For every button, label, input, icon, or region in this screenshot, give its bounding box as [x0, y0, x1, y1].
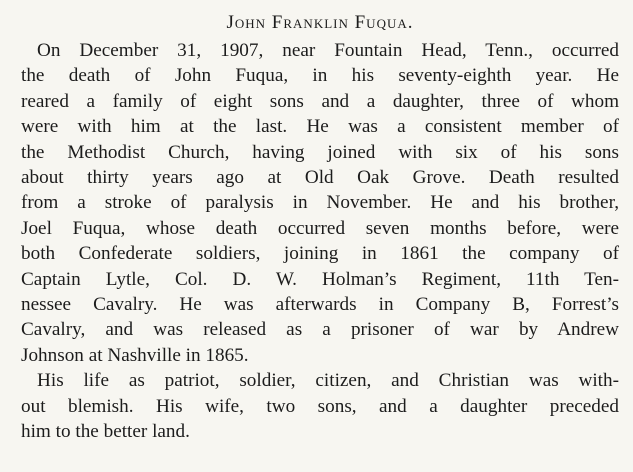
text-line: On December 31, 1907, near Fountain Head, Tenn., occurred: [37, 40, 619, 61]
text-line: about thirty years ago at Old Oak Grove. Death resulted: [21, 167, 619, 189]
text-line: Joel Fuqua, whose death occurred seven months before, were: [21, 217, 619, 239]
paragraph-1: [21, 38, 619, 368]
text-line: both Confederate soldiers, joining in 1861 the company of: [21, 243, 619, 265]
text-line: the death of John Fuqua, in his seventy-eighth year. He: [21, 65, 619, 87]
text-line: him to the better land.: [21, 421, 190, 443]
text-line: from a stroke of paralysis in November. He and his brother,: [21, 192, 619, 214]
text-line: Cavalry, and was released as a prisoner of war by Andrew: [21, 319, 619, 341]
article-title: John Franklin Fuqua.: [226, 12, 414, 33]
text-line: were with him at the last. He was a consistent member of: [21, 116, 619, 138]
text-line: reared a family of eight sons and a daughter, three of whom: [21, 90, 619, 112]
paragraph-2: [21, 368, 619, 444]
text-line: His life as patriot, soldier, citizen, and Christian was with-: [37, 370, 619, 392]
text-line: Captain Lytle, Col. D. W. Holman’s Regiment, 11th Ten-: [21, 268, 619, 290]
text-line: out blemish. His wife, two sons, and a daughter preceded: [21, 395, 619, 417]
text-line: the Methodist Church, having joined with six of his sons: [21, 141, 619, 163]
text-line: Johnson at Nashville in 1865.: [21, 344, 249, 366]
text-line: nessee Cavalry. He was afterwards in Company B, Forrest’s: [21, 294, 619, 316]
